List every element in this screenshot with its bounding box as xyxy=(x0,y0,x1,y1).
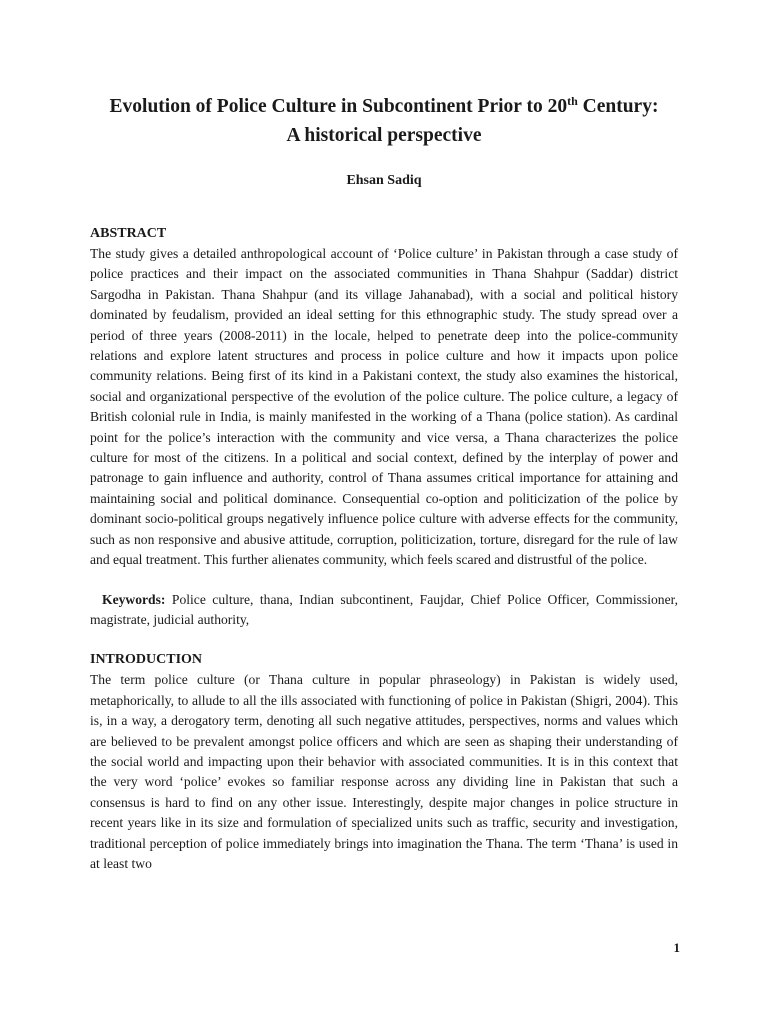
introduction-heading: INTRODUCTION xyxy=(90,652,203,668)
page-number: 1 xyxy=(673,940,680,955)
keywords-text: Police culture, thana, Indian subcontinent, Faujdar, Chief Police Officer, Commissioner, magistrate, judicial authority, xyxy=(90,591,678,627)
keywords-label: Keywords: xyxy=(102,591,166,607)
introduction-text: The term police culture (or Thana culture in popular phraseology) in Pakistan is widely used, metaphorically, to allude to all the ills associated with functioning of police in Pakistan (Shigri, 2004). This is, in a way, a derogatory term, denoting all such negative attitudes, perspectives, norms and values which are believed to be prevalent amongst police officers and which are seen as shaping their understanding of the social world and impacting upon their behavior with associated communities. It is in this context that the very word ‘police’ evokes so familiar response across any dividing line in Pakistan that such a consensus is hard to find on any other issue. Interestingly, despite major changes in police structure in recent years like in its size and formulation of specialized units such as traffic, security and investigation, traditional perception of police immediately brings into imagination the Thana. The term ‘Thana’ is used in at least two xyxy=(90,672,678,871)
title-subtitle: A historical perspective xyxy=(286,125,482,146)
paper-title xyxy=(90,92,678,150)
title-main: Evolution of Police Culture in Subcontinent Prior to 20 xyxy=(109,96,568,117)
keywords-paragraph xyxy=(90,590,678,631)
abstract-heading: ABSTRACT xyxy=(90,226,167,241)
abstract-text: The study gives a detailed anthropological account of ‘Police culture’ in Pakistan through a case study of police practices and their impact on the associated communities in Thana Shahpur (Saddar) district Sargodha in Pakistan. Thana Shahpur (and its village Jahanabad), with a social and political history dominated by feudalism, provided an ideal setting for this ethnographic study. The study spread over a period of three years (2008-2011) in the locale, helped to penetrate deep into the police-community relations and explore latent structures and process in police culture and how it impacts upon police community relations. Being first of its kind in a Pakistani context, the study also examines the historical, social and organizational perspective of the evolution of the police culture. The police culture, a legacy of British colonial rule in India, is mainly manifested in the working of a Thana (police station). As cardinal point for the police’s interaction with the community and vice versa, a Thana characterizes the police culture for most of the citizens. In a political and social context, defined by the interplay of power and patronage to gain influence and authority, control of Thana assumes critical importance for attaining and maintaining social and political dominance. Consequential co-option and politicization of the police by dominant socio-political groups negatively influence police culture with adverse effects for the community, such as non responsive and abusive attitude, corruption, politicization, torture, disregard for the rule of law and equal treatment. This further alienates community, which feels scared and distrustful of the police. xyxy=(90,246,678,568)
author-name: Ehsan Sadiq xyxy=(346,173,422,188)
title-tail: Century: xyxy=(577,96,659,117)
paper-page xyxy=(90,92,678,874)
title-superscript: th xyxy=(567,94,578,108)
